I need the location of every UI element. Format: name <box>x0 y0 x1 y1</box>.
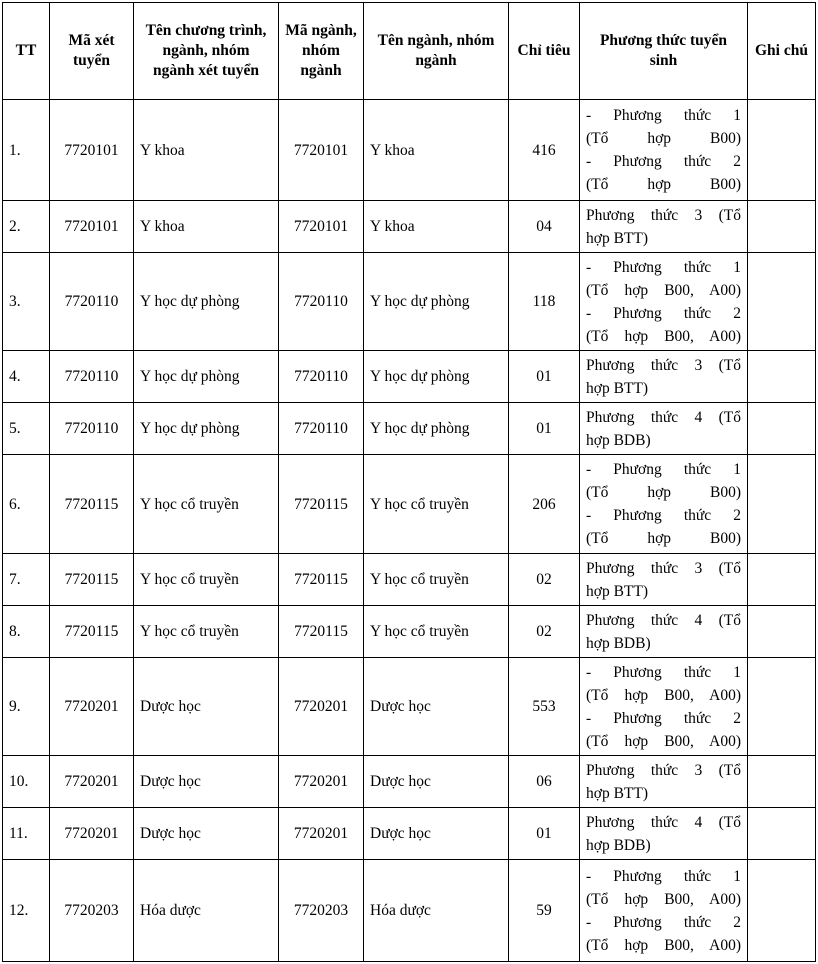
row-ten-chuong-trinh: Y học dự phòng <box>134 351 279 403</box>
header-ma-xet-tuyen: Mã xét tuyển <box>50 3 134 100</box>
table-row <box>3 253 816 351</box>
row-ten-chuong-trinh: Y học dự phòng <box>134 253 279 351</box>
row-ten-nganh: Hóa dược <box>364 860 509 962</box>
row-tt: 7. <box>3 554 50 606</box>
row-ma-xet-tuyen: 7720110 <box>50 403 134 455</box>
table-row <box>3 554 816 606</box>
phuong-thuc-line: (Tổ hợp B00) <box>586 176 741 193</box>
phuong-thuc-line: hợp BTT) <box>586 379 649 397</box>
row-ten-chuong-trinh: Y học cổ truyền <box>134 554 279 606</box>
row-ma-nganh: 7720110 <box>279 403 364 455</box>
row-tt: 8. <box>3 606 50 658</box>
row-chi-tieu: 01 <box>509 403 580 455</box>
row-phuong-thuc <box>580 658 748 756</box>
table-row <box>3 860 816 962</box>
row-phuong-thuc <box>580 756 748 808</box>
header-ma-nganh: Mã ngành, nhóm ngành <box>279 3 364 100</box>
row-tt: 2. <box>3 201 50 253</box>
row-ma-xet-tuyen: 7720201 <box>50 808 134 860</box>
phuong-thuc-line: (Tổ hợp B00, A00) <box>586 327 741 345</box>
row-chi-tieu: 06 <box>509 756 580 808</box>
header-tt: TT <box>3 3 50 100</box>
row-ten-nganh: Y học dự phòng <box>364 253 509 351</box>
phuong-thuc-line: - Phương thức 1 <box>586 461 741 478</box>
phuong-thuc-line: hợp BDB) <box>586 634 651 652</box>
row-chi-tieu: 118 <box>509 253 580 351</box>
row-ghi-chu <box>748 554 816 606</box>
table-row <box>3 658 816 756</box>
row-ma-nganh: 7720101 <box>279 201 364 253</box>
phuong-thuc-line: - Phương thức 1 <box>586 867 741 885</box>
row-ghi-chu <box>748 606 816 658</box>
phuong-thuc-line: Phương thức 3 (Tổ <box>586 559 741 577</box>
row-ma-nganh: 7720115 <box>279 606 364 658</box>
table-row <box>3 100 816 201</box>
table-row <box>3 606 816 658</box>
row-ten-nganh: Y khoa <box>364 100 509 201</box>
row-ten-nganh: Y học dự phòng <box>364 403 509 455</box>
table-row <box>3 351 816 403</box>
row-chi-tieu: 553 <box>509 658 580 756</box>
table-row <box>3 756 816 808</box>
phuong-thuc-line: Phương thức 3 (Tổ <box>586 356 741 374</box>
row-chi-tieu: 59 <box>509 860 580 962</box>
row-ma-xet-tuyen: 7720115 <box>50 554 134 606</box>
row-ma-nganh: 7720110 <box>279 351 364 403</box>
phuong-thuc-line: - Phương thức 2 <box>586 913 741 931</box>
row-chi-tieu: 01 <box>509 351 580 403</box>
phuong-thuc-line: (Tổ hợp B00, A00) <box>586 732 741 750</box>
row-ten-chuong-trinh: Y khoa <box>134 100 279 201</box>
row-ma-nganh: 7720201 <box>279 658 364 756</box>
row-phuong-thuc <box>580 403 748 455</box>
row-tt: 11. <box>3 808 50 860</box>
row-ma-xet-tuyen: 7720110 <box>50 253 134 351</box>
row-ten-chuong-trinh: Dược học <box>134 658 279 756</box>
row-ten-chuong-trinh: Y học dự phòng <box>134 403 279 455</box>
phuong-thuc-line: - Phương thức 1 <box>586 258 741 276</box>
phuong-thuc-line: (Tổ hợp B00, A00) <box>586 936 741 954</box>
row-ten-nganh: Y học cổ truyền <box>364 455 509 554</box>
row-phuong-thuc <box>580 253 748 351</box>
row-ma-xet-tuyen: 7720201 <box>50 658 134 756</box>
row-chi-tieu: 02 <box>509 606 580 658</box>
row-phuong-thuc <box>580 606 748 658</box>
row-phuong-thuc <box>580 554 748 606</box>
row-ten-nganh: Y học dự phòng <box>364 351 509 403</box>
table-row <box>3 403 816 455</box>
row-ghi-chu <box>748 403 816 455</box>
row-ten-chuong-trinh: Dược học <box>134 808 279 860</box>
row-phuong-thuc <box>580 860 748 962</box>
row-ma-xet-tuyen: 7720115 <box>50 606 134 658</box>
row-tt: 5. <box>3 403 50 455</box>
header-ten-nganh: Tên ngành, nhóm ngành <box>364 3 509 100</box>
row-ma-xet-tuyen: 7720115 <box>50 455 134 554</box>
row-ghi-chu <box>748 808 816 860</box>
phuong-thuc-line: hợp BTT) <box>586 229 649 247</box>
row-ma-nganh: 7720201 <box>279 756 364 808</box>
row-ghi-chu <box>748 351 816 403</box>
row-tt: 4. <box>3 351 50 403</box>
table-row <box>3 455 816 554</box>
row-ten-nganh: Dược học <box>364 756 509 808</box>
phuong-thuc-line: Phương thức 3 (Tổ <box>586 206 741 224</box>
row-ghi-chu <box>748 201 816 253</box>
row-ten-chuong-trinh: Y học cổ truyền <box>134 455 279 554</box>
row-ten-chuong-trinh: Dược học <box>134 756 279 808</box>
row-phuong-thuc <box>580 351 748 403</box>
row-phuong-thuc <box>580 201 748 253</box>
phuong-thuc-line: hợp BDB) <box>586 836 651 854</box>
row-ghi-chu <box>748 860 816 962</box>
header-chi-tieu: Chỉ tiêu <box>509 3 580 100</box>
row-ma-xet-tuyen: 7720203 <box>50 860 134 962</box>
phuong-thuc-line: - Phương thức 2 <box>586 709 741 727</box>
row-tt: 10. <box>3 756 50 808</box>
phuong-thuc-line: Phương thức 3 (Tổ <box>586 761 741 779</box>
row-ten-nganh: Y học cổ truyền <box>364 606 509 658</box>
phuong-thuc-line: hợp BTT) <box>586 784 649 802</box>
row-ghi-chu <box>748 756 816 808</box>
row-ma-nganh: 7720115 <box>279 455 364 554</box>
phuong-thuc-line: Phương thức 4 (Tổ <box>586 611 741 629</box>
row-ghi-chu <box>748 253 816 351</box>
row-ma-xet-tuyen: 7720110 <box>50 351 134 403</box>
row-ma-nganh: 7720201 <box>279 808 364 860</box>
phuong-thuc-line: (Tổ hợp B00, A00) <box>586 281 741 299</box>
row-phuong-thuc <box>580 808 748 860</box>
row-ghi-chu <box>748 455 816 554</box>
row-ma-nganh: 7720101 <box>279 100 364 201</box>
phuong-thuc-line: - Phương thức 2 <box>586 507 741 524</box>
row-tt: 12. <box>3 860 50 962</box>
row-ma-nganh: 7720110 <box>279 253 364 351</box>
table-row <box>3 808 816 860</box>
row-ten-nganh: Y khoa <box>364 201 509 253</box>
header-phuong-thuc: Phương thức tuyển sinh <box>580 3 748 100</box>
phuong-thuc-line: - Phương thức 1 <box>586 107 741 124</box>
phuong-thuc-line: (Tổ hợp B00, A00) <box>586 890 741 908</box>
phuong-thuc-line: - Phương thức 2 <box>586 153 741 170</box>
row-tt: 3. <box>3 253 50 351</box>
row-chi-tieu: 02 <box>509 554 580 606</box>
header-ghi-chu: Ghi chú <box>748 3 816 100</box>
row-ten-nganh: Y học cổ truyền <box>364 554 509 606</box>
row-tt: 1. <box>3 100 50 201</box>
row-chi-tieu: 01 <box>509 808 580 860</box>
table-body <box>3 100 816 962</box>
row-ten-nganh: Dược học <box>364 658 509 756</box>
row-ma-xet-tuyen: 7720101 <box>50 201 134 253</box>
row-chi-tieu: 04 <box>509 201 580 253</box>
row-ma-nganh: 7720115 <box>279 554 364 606</box>
row-ma-nganh: 7720203 <box>279 860 364 962</box>
row-tt: 9. <box>3 658 50 756</box>
phuong-thuc-line: Phương thức 4 (Tổ <box>586 408 741 426</box>
header-row <box>3 3 816 100</box>
row-phuong-thuc <box>580 100 748 201</box>
row-chi-tieu: 206 <box>509 455 580 554</box>
row-chi-tieu: 416 <box>509 100 580 201</box>
row-ten-chuong-trinh: Y học cổ truyền <box>134 606 279 658</box>
row-phuong-thuc <box>580 455 748 554</box>
header-ten-chuong-trinh: Tên chương trình, ngành, nhóm ngành xét tuyển <box>134 3 279 100</box>
row-ten-chuong-trinh: Y khoa <box>134 201 279 253</box>
phuong-thuc-line: - Phương thức 1 <box>586 663 741 681</box>
phuong-thuc-line: hợp BTT) <box>586 582 649 600</box>
admission-table <box>2 2 816 962</box>
row-ma-xet-tuyen: 7720101 <box>50 100 134 201</box>
row-ma-xet-tuyen: 7720201 <box>50 756 134 808</box>
row-tt: 6. <box>3 455 50 554</box>
phuong-thuc-line: (Tổ hợp B00) <box>586 484 741 501</box>
row-ghi-chu <box>748 658 816 756</box>
row-ten-chuong-trinh: Hóa dược <box>134 860 279 962</box>
phuong-thuc-line: Phương thức 4 (Tổ <box>586 813 741 831</box>
phuong-thuc-line: (Tổ hợp B00) <box>586 130 741 147</box>
row-ghi-chu <box>748 100 816 201</box>
phuong-thuc-line: (Tổ hợp B00) <box>586 530 741 547</box>
phuong-thuc-line: hợp BDB) <box>586 431 651 449</box>
table-row <box>3 201 816 253</box>
phuong-thuc-line: - Phương thức 2 <box>586 304 741 322</box>
row-ten-nganh: Dược học <box>364 808 509 860</box>
phuong-thuc-line: (Tổ hợp B00, A00) <box>586 686 741 704</box>
